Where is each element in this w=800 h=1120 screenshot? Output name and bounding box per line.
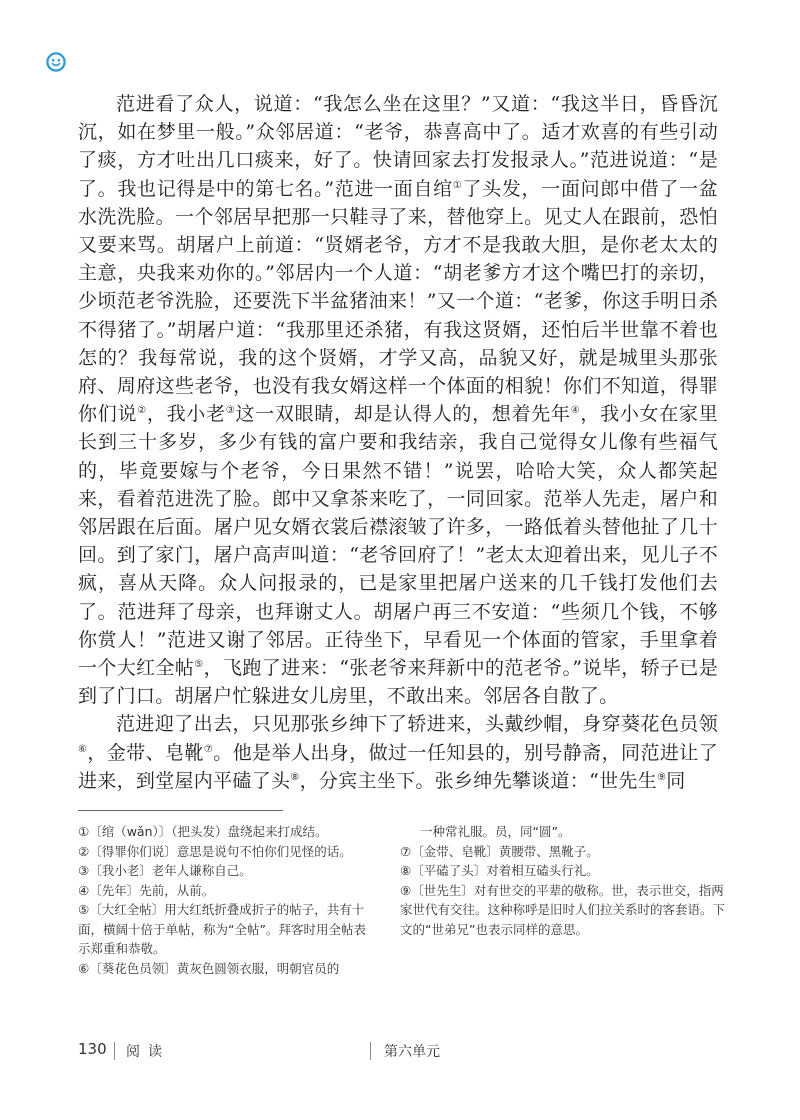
text-run: 。他是举人出身，做过一任知县的，别号静斋，同范进让了进来，到堂屋内平磕了头 [78, 741, 718, 792]
footnote: ④〔先年〕先前，从前。 [78, 882, 215, 898]
text-run: ，分宾主坐下。张乡绅先攀谈道：“世先生 [299, 769, 657, 792]
text-run: ，我小老 [146, 403, 226, 426]
footnote: ⑧〔平磕了头〕对着相互磕头行礼。 [400, 863, 599, 878]
text-run: 同 [666, 769, 686, 792]
unit-label: 第六单元 [384, 1044, 440, 1060]
footnote-marker: ② [137, 405, 147, 417]
page-number: 130 [78, 1040, 107, 1058]
footnote-marker: ④ [570, 405, 581, 417]
footnote-marker: ⑤ [194, 659, 204, 671]
text-run: ，我小女在家里长到三十多岁，多少有钱的富户要和我结亲，我自己觉得女儿像有些福气的，毕竟要嫁与个老爷，今日果然不错！”说罢，哈哈大笑，众人都笑起来，看着范进洗了脸。郎中又拿茶来吃了，一同回家。范举人先走，屠户和邻居跟在后面。屠户见女婿衣裳后襟滚皱了许多，一路低着头替他扯了几十回。到了家门，屠户高声叫道：“老爷回府了！”老太太迎着出来，见儿子不疯，喜从天降。众人问报录的，已是家里把屠户送来的几千钱打发他们去了。范进拜了母亲，也拜谢丈人。胡屠户再三不安道：“些须几个钱，不够你赏人！”范进又谢了邻居。正待坐下，早看见一个体面的管家，手里拿着一个大红全帖 [78, 403, 718, 680]
footnote-divider [78, 810, 283, 811]
footnote: ②〔得罪你们说〕意思是说句不怕你们见怪的话。 [78, 843, 352, 859]
text-run: 这一双眼睛，却是认得人的，想着先年 [235, 403, 571, 426]
footnote: ⑤〔大红全帖〕用大红纸折叠成折子的帖子，共有十面，横阔十倍于单帖，称为“全帖”。拜客时用全帖表示郑重和恭敬。 [78, 902, 366, 956]
footnote: 一种常礼服。员，同“圆”。 [420, 824, 571, 839]
text-run: ，金带、皂靴 [87, 741, 204, 764]
section-label: 阅读 [126, 1044, 170, 1060]
footnote-marker: ⑨ [657, 771, 667, 783]
main-text [78, 90, 718, 795]
footnote: ⑥〔葵花色员领〕黄灰色圆领衣服，明朝官员的 [78, 960, 340, 976]
footnote: ⑨〔世先生〕对有世交的平辈的敬称。世，表示世交，指两家世代有交往。这种称呼是旧时人们拉关系时的客套语。下文的“世弟兄”也表示同样的意思。 [400, 882, 726, 937]
text-run: 范进迎了出去，只见那张乡绅下了轿进来，头戴纱帽，身穿葵花色员领 [116, 713, 718, 736]
footnote-marker: ⑥ [78, 743, 88, 755]
footnote: ①〔绾（wǎn）〕（把头发）盘绕起来打成结。 [78, 824, 328, 839]
footnote-marker: ⑧ [290, 771, 300, 783]
footnote-marker: ③ [225, 405, 236, 417]
footnote: ⑦〔金带、皂靴〕黄腰带、黑靴子。 [400, 843, 599, 859]
footer-separator [114, 1042, 115, 1060]
paragraph [78, 710, 718, 795]
footnote-marker: ⑦ [203, 743, 214, 755]
text-run: 范进看了众人，说道：“我怎么坐在这里？”又道：“我这半日，昏昏沉沉，如在梦里一般。”众邻居道：“老爷，恭喜高中了。适才欢喜的有些引动了痰，方才吐出几口痰来，好了。快请回家去打发报录人。”范进说道：“是了。我也记得是中的第七名。”范进一面自绾 [78, 93, 718, 200]
page-footer [78, 1040, 718, 1064]
smiley-icon [46, 52, 66, 72]
footnotes-left-column [78, 822, 378, 978]
footer-separator [370, 1042, 371, 1060]
footnotes-right-column [400, 822, 730, 939]
paragraph [78, 90, 718, 710]
footnote: ③〔我小老〕老年人谦称自己。 [78, 863, 252, 878]
footnote-marker: ① [452, 179, 463, 191]
text-run: ，飞跑了进来：“张老爷来拜新中的范老爷。”说毕，轿子已是到了门口。胡屠户忙躲进女儿房里，不敢出来。邻居各自散了。 [78, 657, 718, 708]
text-run: 了头发，一面问郎中借了一盆水洗洗脸。一个邻居早把那一只鞋寻了来，替他穿上。见丈人在跟前，恐怕又要来骂。胡屠户上前道：“贤婿老爷，方才不是我敢大胆，是你老太太的主意，央我来劝你的。”邻居内一个人道：“胡老爹方才这个嘴巴打的亲切，少顷范老爷洗脸，还要洗下半盆猪油来！”又一个道：“老爹，你这手明日杀不得猪了。”胡屠户道：“我那里还杀猪，有我这贤婿，还怕后半世靠不着也怎的？我每常说，我的这个贤婿，才学又高，品貌又好，就是城里头那张府、周府这些老爷，也没有我女婿这样一个体面的相貌！你们不知道，得罪你们说 [78, 177, 719, 426]
